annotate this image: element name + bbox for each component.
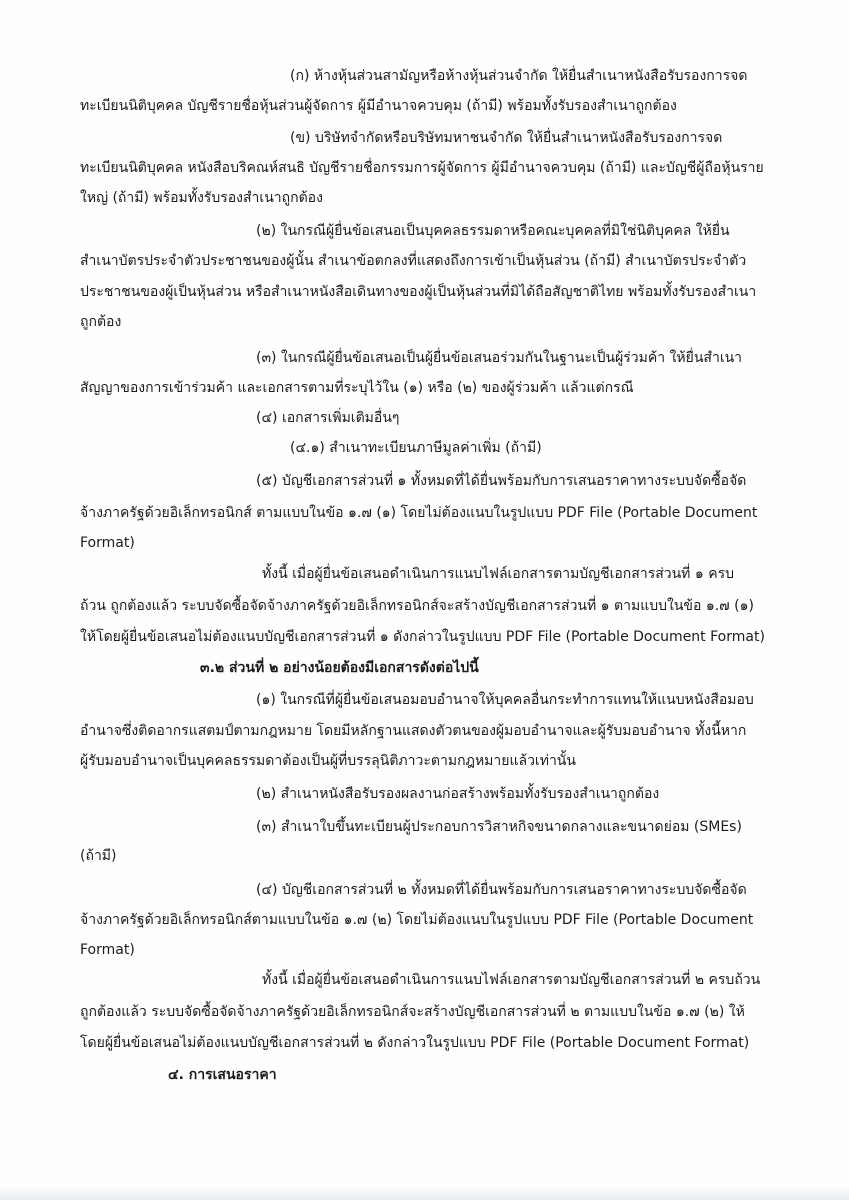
text-line: (๑) ในกรณีที่ผู้ยื่นข้อเสนอมอบอำนาจให้บุคคลอื่นกระทำการแทนให้แนบหนังสือมอบ <box>256 692 754 708</box>
text-line: สำเนาบัตรประจำตัวประชาชนของผู้นั้น สำเนาข้อตกลงที่แสดงถึงการเข้าเป็นหุ้นส่วน (ถ้ามี) สำเนาบัตรประจำตัว <box>80 253 747 269</box>
text-line: อำนาจซึ่งติดอากรแสตมป์ตามกฎหมาย โดยมีหลักฐานแสดงตัวตนของผู้มอบอำนาจและผู้รับมอบอำนาจ ทั้งนี้หาก <box>80 723 747 739</box>
text-line: (๓) สำเนาใบขึ้นทะเบียนผู้ประกอบการวิสาหกิจขนาดกลางและขนาดย่อม (SMEs) <box>256 819 742 835</box>
text-line: (ข) บริษัทจำกัดหรือบริษัทมหาชนจำกัด ให้ยื่นสำเนาหนังสือรับรองการจด <box>290 130 723 146</box>
text-line: ทะเบียนนิติบุคคล หนังสือบริคณห์สนธิ บัญชีรายชื่อกรรมการผู้จัดการ ผู้มีอำนาจควบคุม (ถ้ามี) และบัญชีผู้ถือหุ้นราย <box>80 160 764 176</box>
text-line: (๓) ในกรณีผู้ยื่นข้อเสนอเป็นผู้ยื่นข้อเสนอร่วมกันในฐานะเป็นผู้ร่วมค้า ให้ยื่นสำเนา <box>256 350 743 366</box>
text-line: ถูกต้อง <box>80 314 122 330</box>
text-line: ใหญ่ (ถ้ามี) พร้อมทั้งรับรองสำเนาถูกต้อง <box>80 190 323 206</box>
text-line: ทั้งนี้ เมื่อผู้ยื่นข้อเสนอดำเนินการแนบไฟล์เอกสารตามบัญชีเอกสารส่วนที่ ๒ ครบถ้วน <box>262 972 761 988</box>
text-line: (๔) เอกสารเพิ่มเติมอื่นๆ <box>256 410 400 426</box>
text-line: (ถ้ามี) <box>80 848 117 864</box>
text-line: Format) <box>80 535 135 551</box>
text-line: ผู้รับมอบอำนาจเป็นบุคคลธรรมดาต้องเป็นผู้ที่บรรลุนิติภาวะตามกฎหมายแล้วเท่านั้น <box>80 753 576 769</box>
text-line: (๒) สำเนาหนังสือรับรองผลงานก่อสร้างพร้อมทั้งรับรองสำเนาถูกต้อง <box>256 786 660 802</box>
text-line: สัญญาของการเข้าร่วมค้า และเอกสารตามที่ระบุไว้ใน (๑) หรือ (๒) ของผู้ร่วมค้า แล้วแต่กรณี <box>80 380 634 396</box>
text-line: ถูกต้องแล้ว ระบบจัดซื้อจัดจ้างภาครัฐด้วยอิเล็กทรอนิกส์จะสร้างบัญชีเอกสารส่วนที่ ๒ ตามแบบในข้อ ๑.๗ (๒) ให้ <box>80 1004 745 1020</box>
text-line: จ้างภาครัฐด้วยอิเล็กทรอนิกส์ ตามแบบในข้อ ๑.๗ (๑) โดยไม่ต้องแนบในรูปแบบ PDF File (Portable Document <box>80 505 758 521</box>
text-line: ทั้งนี้ เมื่อผู้ยื่นข้อเสนอดำเนินการแนบไฟล์เอกสารตามบัญชีเอกสารส่วนที่ ๑ ครบ <box>262 566 734 582</box>
text-line: (๔.๑) สำเนาทะเบียนภาษีมูลค่าเพิ่ม (ถ้ามี) <box>290 440 542 456</box>
text-line: โดยผู้ยื่นข้อเสนอไม่ต้องแนบบัญชีเอกสารส่วนที่ ๒ ดังกล่าวในรูปแบบ PDF File (Portable Document Format) <box>80 1035 750 1051</box>
text-line: (๔) บัญชีเอกสารส่วนที่ ๒ ทั้งหมดที่ได้ยื่นพร้อมกับการเสนอราคาทางระบบจัดซื้อจัด <box>256 882 747 898</box>
text-line: Format) <box>80 942 135 958</box>
text-line: ถ้วน ถูกต้องแล้ว ระบบจัดซื้อจัดจ้างภาครัฐด้วยอิเล็กทรอนิกส์จะสร้างบัญชีเอกสารส่วนที่ ๑ ตามแบบในข้อ ๑.๗ (๑) <box>80 598 754 614</box>
scan-edge-shade <box>0 1186 849 1200</box>
text-line: (๕) บัญชีเอกสารส่วนที่ ๑ ทั้งหมดที่ได้ยื่นพร้อมกับการเสนอราคาทางระบบจัดซื้อจัด <box>256 473 747 489</box>
text-line: ประชาชนของผู้เป็นหุ้นส่วน หรือสำเนาหนังสือเดินทางของผู้เป็นหุ้นส่วนที่มิได้ถือสัญชาติไทย พร้อมทั้งรับรองสำเนา <box>80 284 757 300</box>
text-line: (๒) ในกรณีผู้ยื่นข้อเสนอเป็นบุคคลธรรมดาหรือคณะบุคคลที่มิใช่นิติบุคคล ให้ยื่น <box>256 223 730 239</box>
section-heading: ๔. การเสนอราคา <box>168 1067 277 1083</box>
section-heading: ๓.๒ ส่วนที่ ๒ อย่างน้อยต้องมีเอกสารดังต่อไปนี้ <box>200 660 479 676</box>
text-line: ให้โดยผู้ยื่นข้อเสนอไม่ต้องแนบบัญชีเอกสารส่วนที่ ๑ ดังกล่าวในรูปแบบ PDF File (Portable Document Format) <box>80 629 765 645</box>
text-line: จ้างภาครัฐด้วยอิเล็กทรอนิกส์ตามแบบในข้อ ๑.๗ (๒) โดยไม่ต้องแนบในรูปแบบ PDF File (Portable Document <box>80 912 754 928</box>
text-line: ทะเบียนนิติบุคคล บัญชีรายชื่อหุ้นส่วนผู้จัดการ ผู้มีอำนาจควบคุม (ถ้ามี) พร้อมทั้งรับรองสำเนาถูกต้อง <box>80 98 677 114</box>
text-line: (ก) ห้างหุ้นส่วนสามัญหรือห้างหุ้นส่วนจำกัด ให้ยื่นสำเนาหนังสือรับรองการจด <box>290 68 748 84</box>
